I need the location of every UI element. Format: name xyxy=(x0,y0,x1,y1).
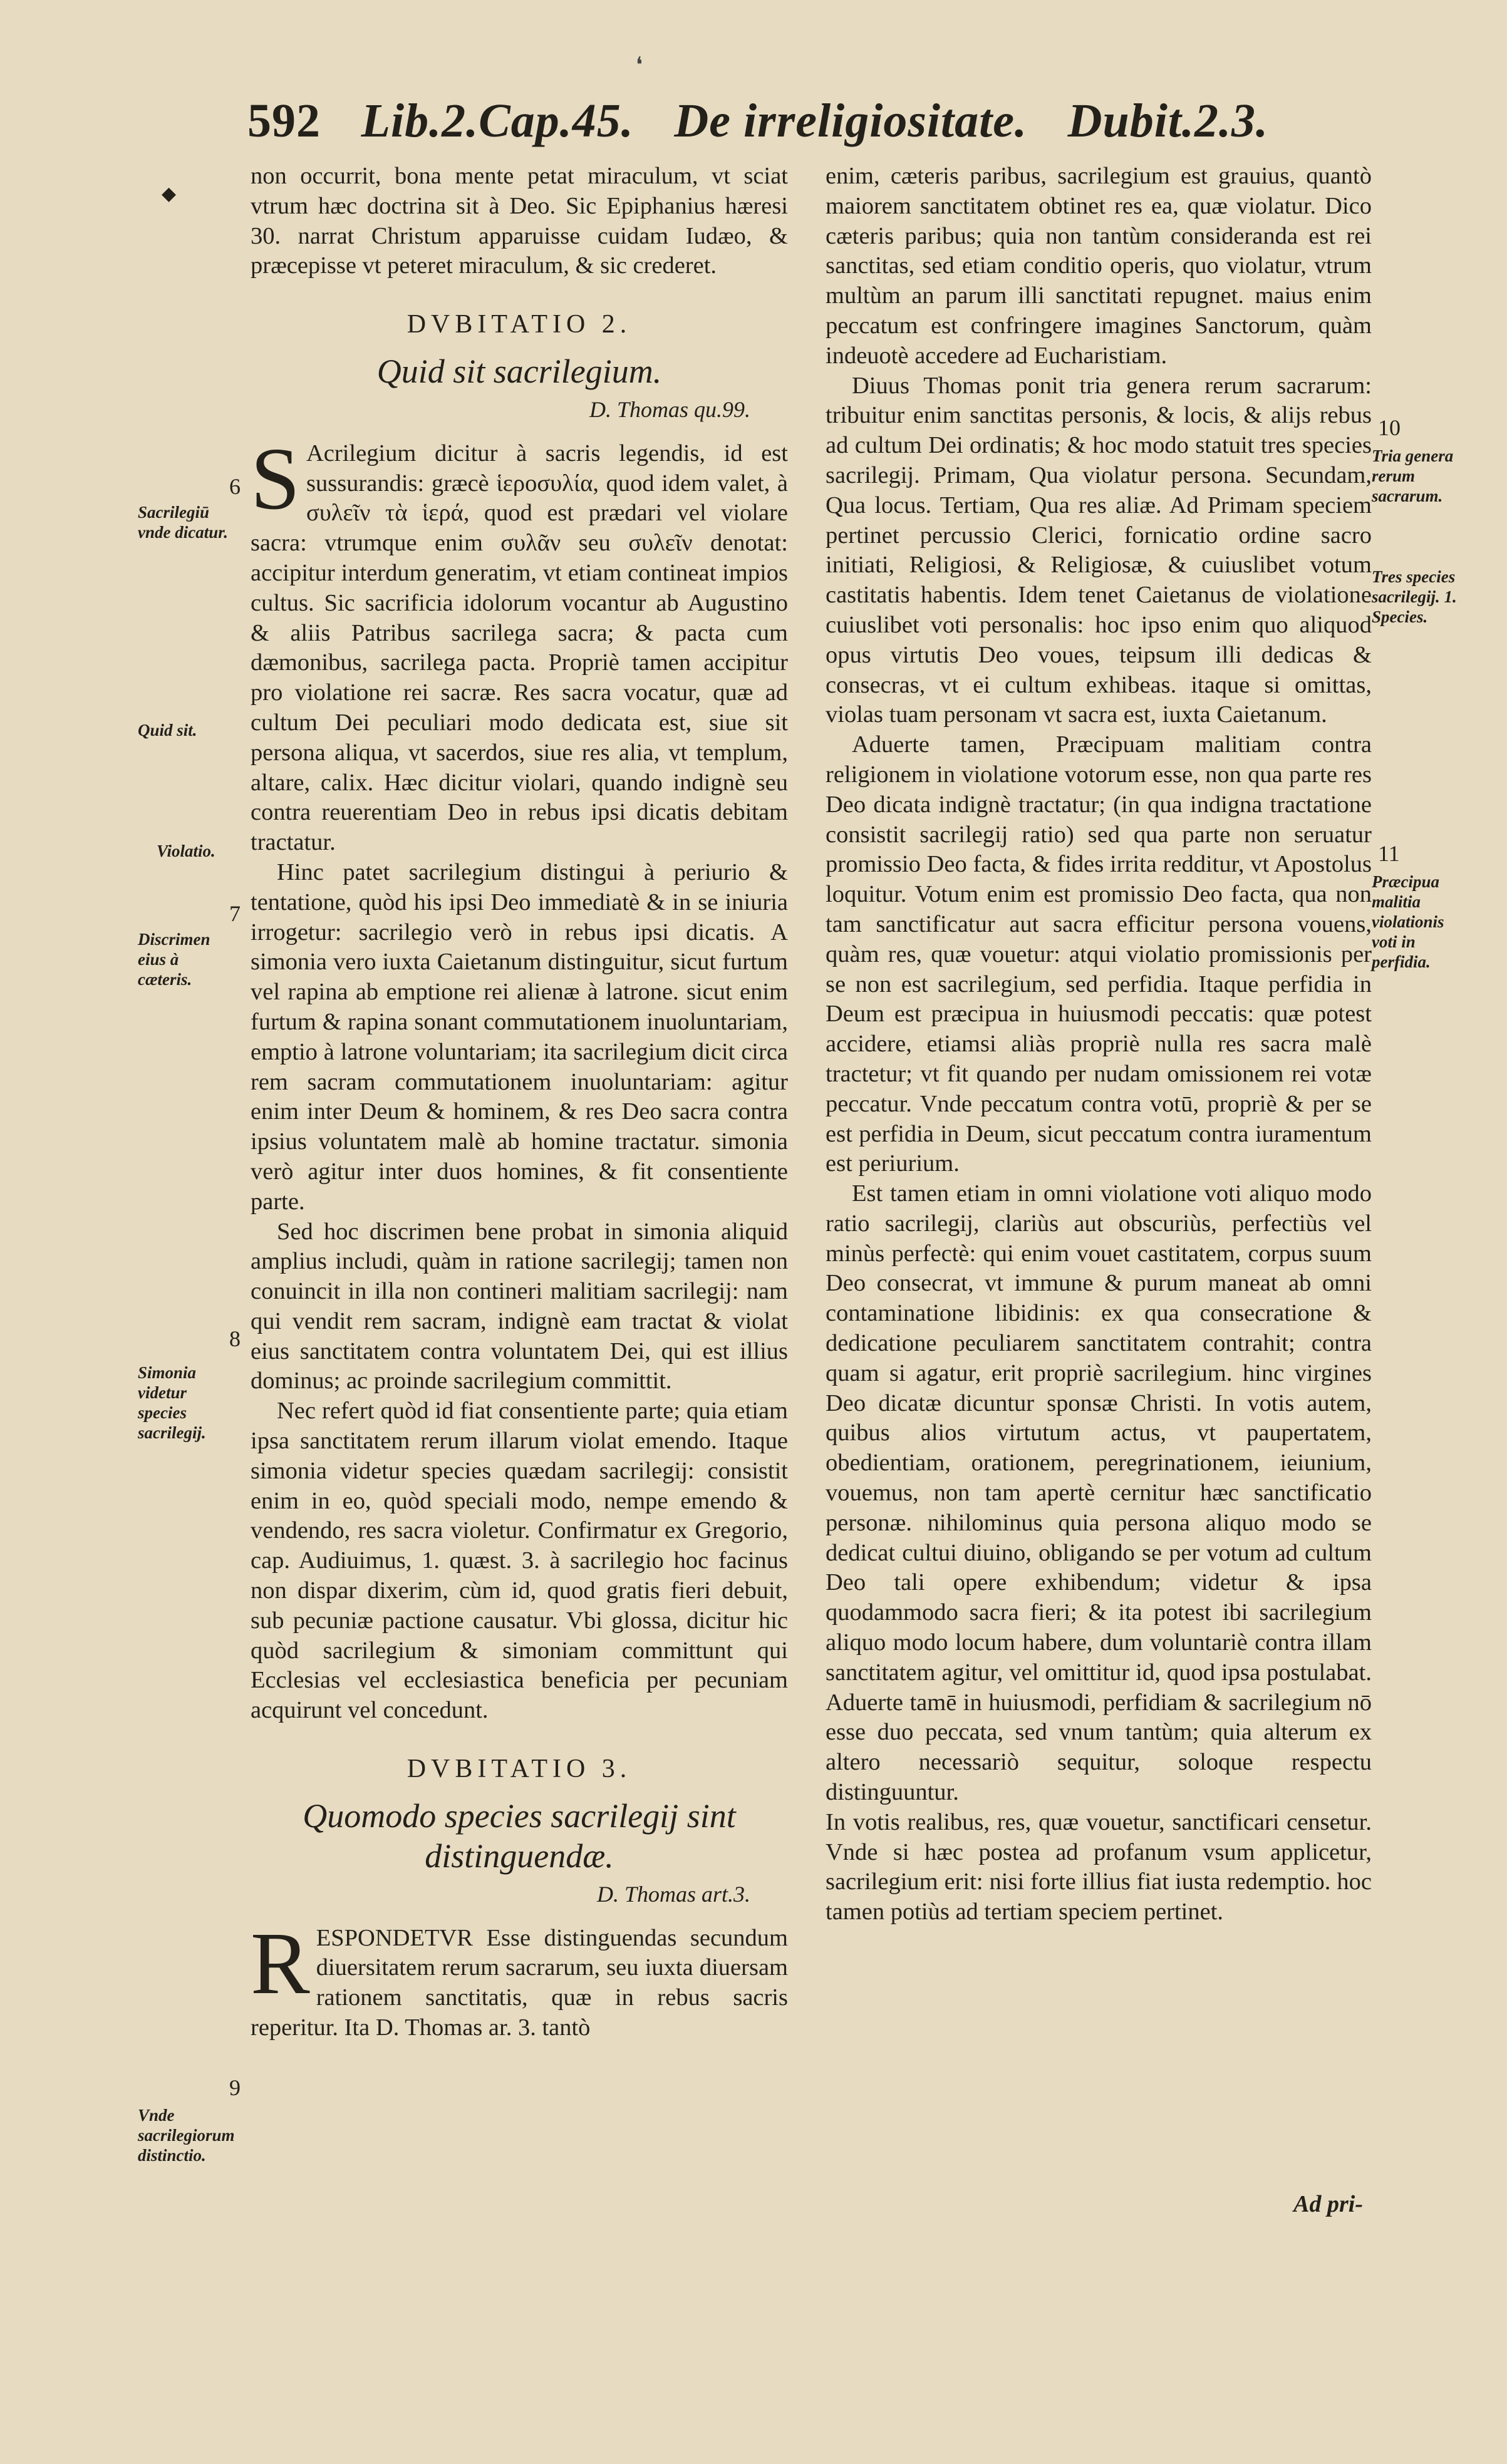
margin-number-9: 9 xyxy=(229,2075,241,2100)
dubitatio-3-reference: D. Thomas art.3. xyxy=(596,1881,750,1907)
paragraph-intro: non occurrit, bona mente petat miraculum, vt sciat vtrum hæc doctrina sit à Deo. Sic Epiphanius hæresi 30. narrat Christum apparuisse cuidam Iudæo, & præcepisse vt peteret miraculum, & sic crederet. xyxy=(251,163,788,279)
bullet-mark: ◆ xyxy=(162,183,177,204)
dubitatio-2-reference: D. Thomas qu.99. xyxy=(589,396,750,422)
right-column xyxy=(826,162,1372,1927)
paragraph-9-text: ESPONDETVR Esse distinguendas secundum diuersitatem rerum sacrarum, seu iuxta diuersam rationem sanctitatis, quæ in rebus sacris reperitur. Ita D. Thomas ar. 3. tantò xyxy=(251,1924,788,2041)
catchword: Ad pri- xyxy=(1293,2191,1363,2217)
margin-note-11: Præcipua malitia violationis voti in perfidia. xyxy=(1372,872,1444,971)
paragraph-11: Aduerte tamen, Præcipuam malitiam contra religionem in violatione votorum esse, non qua parte res Deo dicata indignè tractatur; (in qua indigna tractatione consistit sacrilegij ratio) sed qua parte non seruatur promissio Deo facta, & fides irrita redditur, vt Apostolus loquitur. Votum enim est promissio Deo facta, qua non tam sanctificatur aut sacra efficitur persona vouens, quàm res, quæ vouetur: atqui violatio promissionis per se non est sacrilegium, sed perfidia. Itaque perfidia in Deum est præcipua in huiusmodi peccatis: quæ potest accidere, etiamsi aliàs propriè nulla res sacra malè tractetur; vt fit quando per nudam omissionem rei votæ peccatur. Vnde peccatum contra votū, propriè & per se est perfidia in Deum, sicut peccatum contra iuramentum est periurium. xyxy=(826,731,1372,1177)
dubitatio-3-heading: DVBITATIO 3. xyxy=(407,1755,632,1784)
paragraph-12: Est tamen etiam in omni violatione voti aliquo modo ratio sacrilegij, clariùs aut obscuriùs, perfectiùs vel minùs perfectè: qui enim vouet castitatem, corpus suum Deo consecrat, vt immune & purum maneat ab omni contaminatione libidinis: ex qua consecratione & dedicatione peculiarem sanctitatem contrahit; contra quam si agatur, erit propriè sacrilegium. hinc virgines Deo dicatæ dicuntur sponsæ Christi. In votis autem, quibus alios virtutum actus, vt paupertatem, obedientiam, orationem, peregrinationem, ieiunium, vouemus, non tam apertè cernitur hæc sanctificatio personæ. nihilominus quia persona aliquo modo se dedicat cultui diuino, obligando se per votum ad cultum Deo tali opere exhibendum; videtur & ipsa quodammodo sacra fieri; & ita potest ibi sacrilegium aliquo modo locum habere, dum voluntariè contra illam sanctitatem agitur, vel omittitur id, quod ipsa postulabat. Aduerte tamē in huiusmodi, perfidiam & sacrilegium nō esse duo peccata, sed vnum tantùm; quia alterum ex altero necessariò sequitur, soloque respectu distinguuntur. xyxy=(826,1180,1372,1806)
paragraph-13: In votis realibus, res, quæ vouetur, sanctificari censetur. Vnde si hæc postea ad profanum vsum applicetur, sacrilegium erit: nisi forte illius fiat iusta redemptio. hoc tamen potiùs ad tertiam speciem pertinet. xyxy=(826,1808,1372,1925)
dropcap-s: S xyxy=(251,428,300,528)
paragraph-8b: Nec refert quòd id fiat consentiente parte; quia etiam ipsa sanctitatem rerum illarum violat emendo. Itaque simonia videtur species quædam sacrilegij: consistit enim in eo, quòd speciali modo, nempe emendo & vendendo, res sacra violetur. Confirmatur ex Gregorio, cap. Audiuimus, 1. quæst. 3. à sacrilegio hoc facinus non dispar dixerim, cùm id, quod gratis fieri debuit, sub pecuniæ pactione causatur. Vbi glossa, dicitur hic quòd sacrilegium & simoniam committunt qui Ecclesias vel ecclesiastica beneficia per pecuniam acquirunt vel concedunt. xyxy=(251,1398,788,1724)
paragraph-10: Diuus Thomas ponit tria genera rerum sacrarum: tribuitur enim sanctitas personis, & locis, & alijs rebus ad cultum Dei ordinatis; & hoc modo statuit tres species sacrilegij. Primam, Qua violatur persona. Secundam, Qua locus. Tertiam, Qua res aliæ. Ad Primam speciem pertinet percussio Clerici, fornicatio ordine sacro initiati, Religiosi, & Religiosæ, & cuiuslibet votum castitatis habentis. Idem tenet Caietanus de violatione cuiuslibet voti personalis: hoc ipso enim quo aliquod opus virtutis Deo voues, teipsum illi dedicas & consecras, vt ei cultum exhibeas. itaque si omittas, violas tuam personam vt sacra est, iuxta Caietanum. xyxy=(826,372,1372,728)
margin-note-7: Discrimen eius à cæteris. xyxy=(138,930,210,989)
margin-number-7: 7 xyxy=(229,901,241,926)
margin-number-8: 8 xyxy=(229,1326,241,1351)
header-dubit: Dubit.2.3. xyxy=(1067,95,1268,147)
paragraph-continued: enim, cæteris paribus, sacrilegium est grauius, quantò maiorem sanctitatem obtinet res ea, quæ violatur. Dico cæteris paribus; quia non tantùm consideranda est rei sanctitas, sed etiam conditio operis, quo violatur, vtrum multùm an parum illi sanctitati repugnet. maius enim peccatum est confringere imagines Sanctorum, quàm indeuotè accedere ad Eucharistiam. xyxy=(826,163,1372,369)
book-chapter: Lib.2.Cap.45. xyxy=(361,95,634,147)
margin-number-11: 11 xyxy=(1378,841,1400,866)
ink-mark: ❛ xyxy=(636,54,643,77)
margin-note-10b: Tres species sacrilegij. 1. Species. xyxy=(1372,567,1457,626)
dubitatio-3-title: Quomodo species sacrilegij sint distinguendæ. xyxy=(303,1796,736,1875)
left-column xyxy=(251,162,788,2043)
dubitatio-2-title: Quid sit sacrilegium. xyxy=(376,352,662,390)
margin-note-8: Simonia videtur species sacrilegij. xyxy=(138,1363,206,1442)
margin-note-violatio: Violatio. xyxy=(157,842,215,860)
paragraph-8: Sed hoc discrimen bene probat in simonia aliquid amplius includi, quàm in ratione sacrilegij; tamen non conuincit in illa non contineri malitiam sacrilegij: nam qui vendit rem sacram, indignè eam tractat & violat eius sanctitatem contra voluntatem Dei, qui est illius dominus; ac proinde sacrilegium committit. xyxy=(251,1218,788,1394)
header-topic: De irreligiositate. xyxy=(674,95,1028,147)
paragraph-6 xyxy=(251,428,788,858)
margin-number-10: 10 xyxy=(1378,415,1401,440)
dubitatio-2-heading: DVBITATIO 2. xyxy=(407,310,632,339)
paragraph-6-text: Acrilegium dicitur à sacris legendis, id est sussurandis: græcè ἱεροσυλία, quod idem valet, à συλεῖν τὰ ἱερά, quod est prædari vel violare sacra: vtrumque enim συλᾶν seu συλεῖν denotat: accipitur interdum generatim, vt etiam contineat impios cultus. Sic sacrificia idolorum vocantur ab Augustino & aliis Patribus sacrilega sacra; & pacta cum dæmonibus, sacrilega pacta. Propriè tamen accipitur pro violatione rei sacræ. Res sacra vocatur, quæ ad cultum Dei peculiari modo dedicata est, siue sit persona aliqua, vt sacerdos, siue res alia, vt templum, altare, calix. Hæc dicitur violari, quando indignè seu contra reuerentiam Deo in rebus ipsi dicatis debitam tractatur. xyxy=(251,440,788,856)
dropcap-r: R xyxy=(251,1913,310,2013)
margin-note-10: Tria genera rerum sacrarum. xyxy=(1372,446,1454,505)
page-number: 592 xyxy=(247,95,321,147)
margin-note-9: Vnde sacrilegiorum distinctio. xyxy=(138,2106,235,2165)
margin-note-6: Sacrilegiū vnde dicatur. xyxy=(138,503,229,542)
page-header xyxy=(247,94,1268,148)
paragraph-7: Hinc patet sacrilegium distingui à periurio & tentatione, quòd his ipsi Deo immediatè & in se iniuria irrogetur: sacrilegio verò in rebus ipsi dicatis. A simonia vero iuxta Caietanum distinguitur, sicut furtum vel rapina ab emptione rei alienæ à latrone. sicut enim furtum & rapina sonant commutationem inuoluntariam, emptio à latrone voluntariam; ita sacrilegium dicit circa rem sacram commutationem inuoluntariam: agitur enim inter Deum & hominem, & res Deo sacra contra ipsius voluntatem malè ab homine tractatur. simonia verò agitur inter duos homines, & fit consentiente parte. xyxy=(251,858,788,1215)
paragraph-9 xyxy=(251,1913,788,2043)
margin-number-6: 6 xyxy=(229,474,241,499)
margin-note-quid-sit: Quid sit. xyxy=(138,721,197,740)
